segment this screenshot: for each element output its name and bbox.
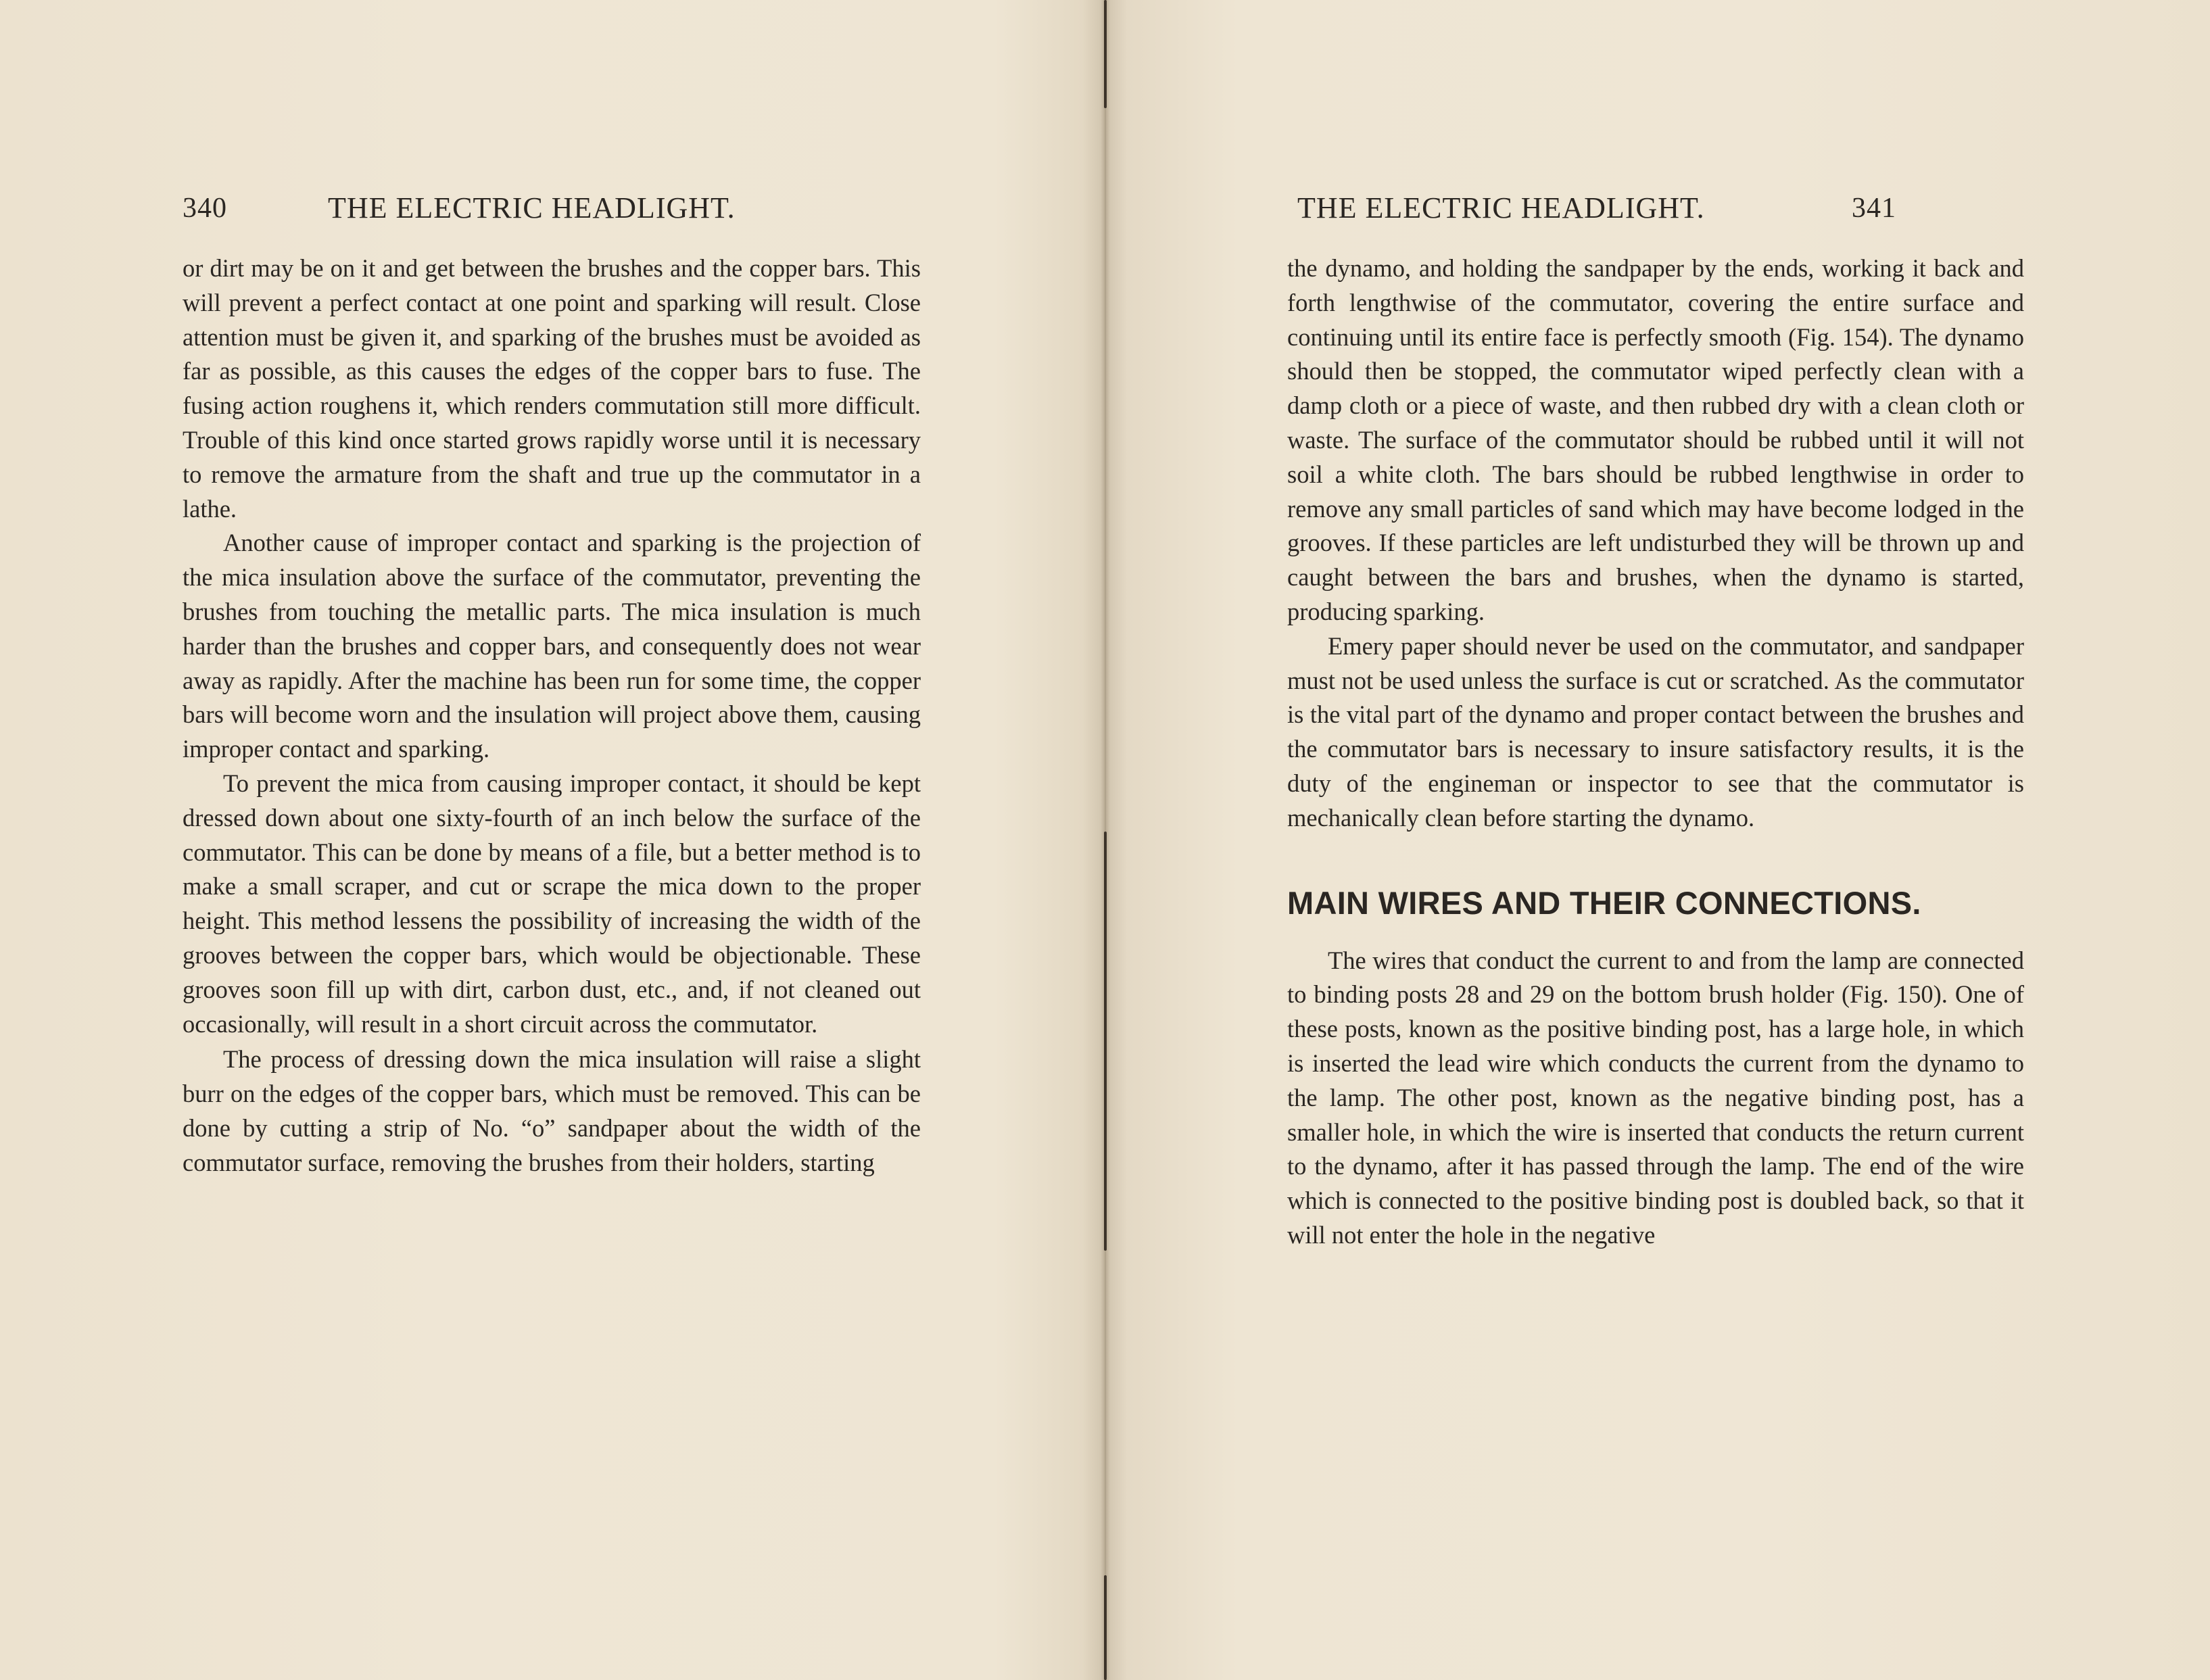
- left-page-body: [183, 251, 921, 1180]
- left-paragraph-2: Another cause of improper contact and sparking is the projection of the mica insulation above the surface of the commutator, preventing the brushes from touching the metallic parts. The mica insulation is much harder than the brushes and copper bars, and consequently does not wear away as rapidly. After the machine has been run for some time, the copper bars will become worn and the insulation will project above them, causing improper contact and sparking.: [183, 529, 921, 763]
- right-page-body: [1287, 251, 2024, 1253]
- right-paragraph-2: Emery paper should never be used on the commutator, and sandpaper must not be used unless the surface is cut or scratched. As the commutator is the vital part of the dynamo and proper contact between the brushes and the commutator bars is necessary to insure satisfactory results, it is the duty of the engineman or inspector to see that the commutator is mechanically clean before starting the dynamo.: [1287, 631, 2024, 832]
- right-page-number: 341: [1852, 193, 1896, 224]
- section-heading: MAIN WIRES AND THEIR CONNECTIONS.: [1287, 884, 1921, 921]
- section-paragraph-1: The wires that conduct the current to and from the lamp are connected to binding posts 28 and 29 on the bottom brush holder (Fig. 150). One of these posts, known as the positive binding post, has a large hole, in which is inserted the lead wire which conducts the current from the dynamo to the lamp. The other post, known as the negative binding post, has a smaller hole, in which the wire is inserted that conducts the return current to the dynamo, after it has passed through the lamp. The end of the wire which is connected to the positive binding post is doubled back, so that it will not enter the hole in the negative: [1287, 946, 2024, 1249]
- binding-stitch: [1104, 1575, 1107, 1680]
- binding-stitch: [1104, 0, 1107, 108]
- left-running-head: THE ELECTRIC HEADLIGHT.: [328, 191, 736, 224]
- left-page-number: 340: [183, 193, 227, 224]
- right-page: [1105, 0, 2210, 1680]
- binding-stitch: [1104, 832, 1107, 1251]
- left-paragraph-3: To prevent the mica from causing improper contact, it should be kept dressed down about one sixty-fourth of an inch below the surface of the commutator. This can be done by means of a file, but a better method is to make a small scraper, and cut or scrape the mica down to the proper height. This method lessens the possibility of increasing the width of the grooves between the copper bars, which would be objectionable. These grooves soon fill up with dirt, carbon dust, etc., and, if not cleaned out occasionally, will result in a short circuit across the commutator.: [183, 769, 921, 1038]
- left-paragraph-1: or dirt may be on it and get between the brushes and the copper bars. This will prevent a perfect contact at one point and sparking will result. Close attention must be given it, and sparking of the brushes must be avoided as far as possible, as this causes the edges of the copper bars to fuse. The fusing action roughens it, which renders commutation still more difficult. Trouble of this kind once started grows rapidly worse until it is necessary to remove the armature from the shaft and true up the commutator in a lathe.: [183, 254, 921, 523]
- right-paragraph-1: the dynamo, and holding the sandpaper by the ends, working it back and forth lengthwise of the commutator, covering the entire surface and continuing until its entire face is perfectly smooth (Fig. 154). The dynamo should then be stopped, the commutator wiped perfectly clean with a damp cloth or a piece of waste, and then rubbed dry with a clean cloth or waste. The surface of the commutator should be rubbed until it will not soil a white cloth. The bars should be rubbed lengthwise in order to remove any small particles of sand which may have become lodged in the grooves. If these particles are left undisturbed they will be thrown up and caught between the bars and brushes, when the dynamo is started, producing sparking.: [1287, 254, 2024, 625]
- left-paragraph-4: The process of dressing down the mica insulation will raise a slight burr on the edges of the copper bars, which must be removed. This can be done by cutting a strip of No. “o” sandpaper about the width of the commutator surface, removing the brushes from their holders, starting: [183, 1045, 921, 1176]
- right-running-head: THE ELECTRIC HEADLIGHT.: [1297, 191, 1705, 224]
